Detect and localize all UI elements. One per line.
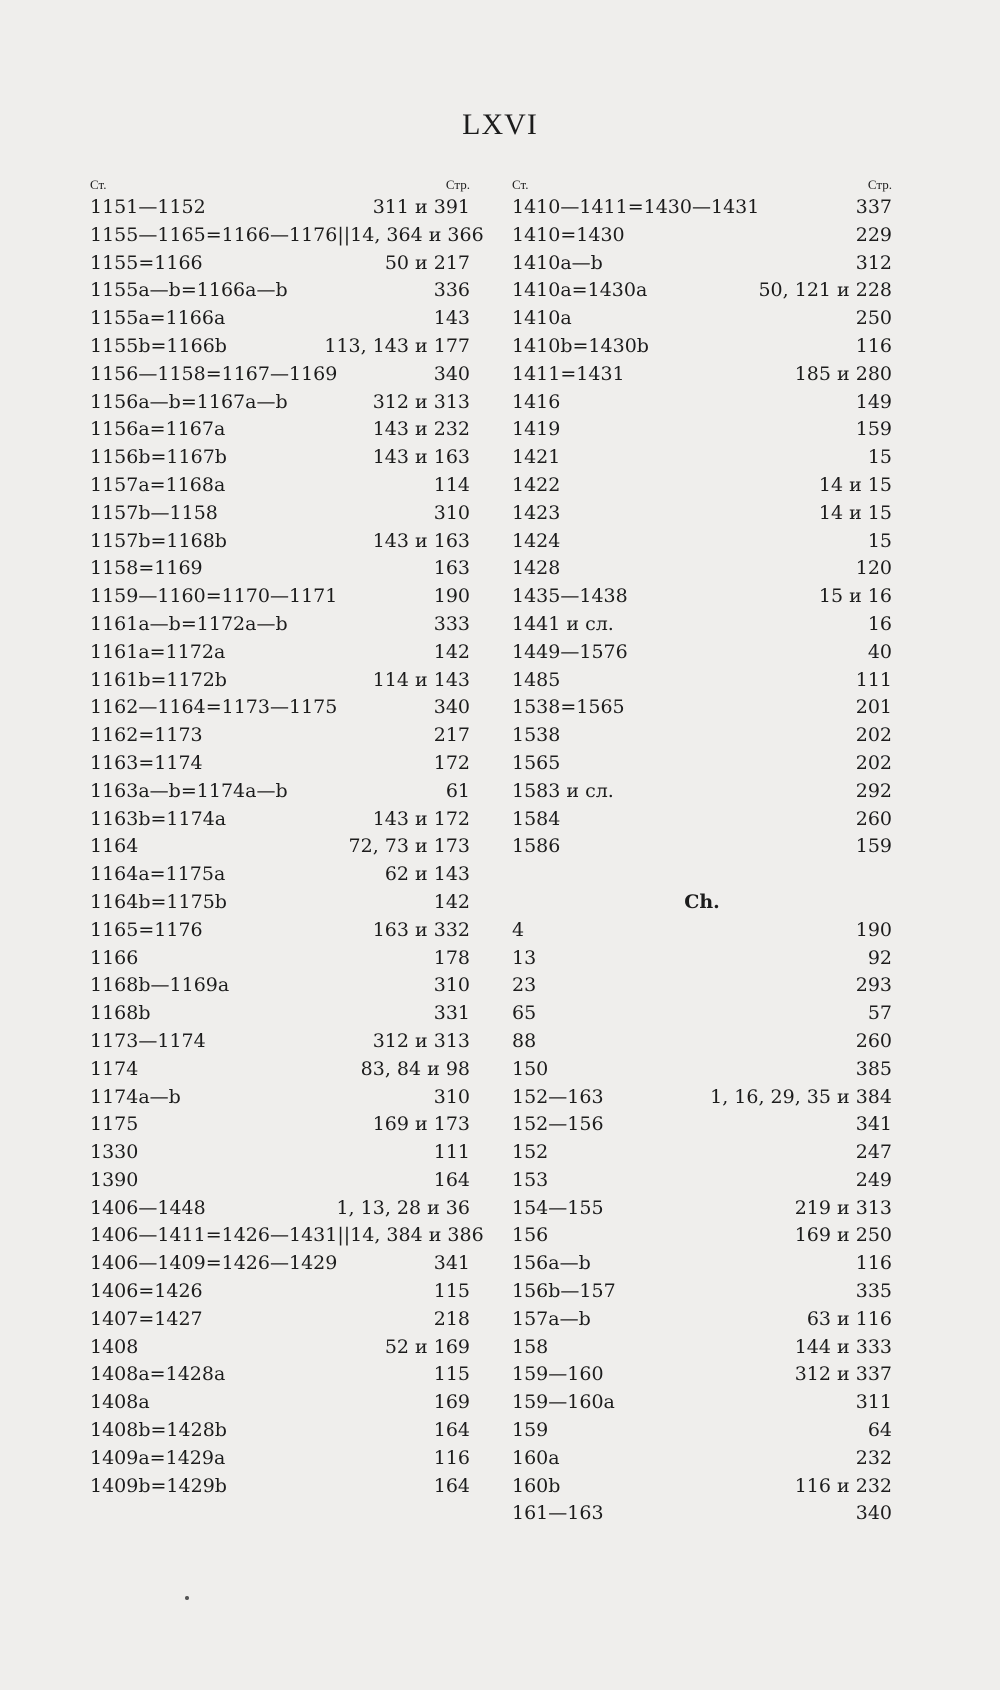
section-gap [512,861,892,889]
index-row [512,416,892,444]
stanza-ref: 1435—1438 [512,585,628,608]
stanza-ref: 1156a=1167a [90,418,226,441]
index-row [512,528,892,556]
page-ref: 149 [855,390,892,413]
index-row [512,583,892,611]
page-ref: 333 [433,612,470,635]
index-row [90,472,470,500]
page-ref: 340 [433,362,470,385]
stanza-ref: 1155=1166 [90,251,203,274]
index-row [512,778,892,806]
left-index-list [90,194,484,1500]
page-ref: 159 [855,418,892,441]
page-ref: 116 [855,334,892,357]
stanza-ref: 1406—1409=1426—1429 [90,1252,338,1275]
page-ref: 143 и 232 [372,418,470,441]
index-row [90,861,470,889]
index-row [512,972,892,1000]
index-row [90,389,470,417]
index-row [512,750,892,778]
stanza-ref: 1410a=1430a [512,279,648,302]
index-row [512,1028,892,1056]
header-str: Стр. [867,177,892,192]
page-ref: 111 [433,1141,470,1164]
stanza-ref: 159—160a [512,1391,615,1414]
page-ref: 116 [433,1446,470,1469]
page-ref: 15 [867,529,892,552]
index-row [512,1250,892,1278]
page-ref: 15 и 16 [818,585,892,608]
index-row [512,1139,892,1167]
page-ref: 260 [855,1029,892,1052]
page-ref: 115 [433,1280,470,1303]
stanza-ref: 1175 [90,1113,139,1136]
stanza-ref: 1174 [90,1057,139,1080]
page-ref: 116 и 232 [794,1474,892,1497]
index-row [90,194,470,222]
stanza-ref: 1174a—b [90,1085,181,1108]
right-column [512,176,892,1528]
page-ref: 249 [855,1168,892,1191]
index-row [90,1056,470,1084]
page-ref: 219 и 313 [794,1196,892,1219]
stanza-ref: 1406—1411=1426—1431||14, 384 и 386 [90,1224,484,1247]
left-column [90,176,484,1500]
stanza-ref: 1166 [90,946,139,969]
page-ref: 336 [433,279,470,302]
page-ref: 142 [433,890,470,913]
stanza-ref: 1538 [512,724,561,747]
stanza-ref: 1410b=1430b [512,334,649,357]
index-row [90,1278,470,1306]
stanza-ref: 160b [512,1474,561,1497]
page-ref: 169 и 173 [372,1113,470,1136]
index-row [90,639,470,667]
page-ref: 63 и 116 [806,1307,892,1330]
index-row [90,778,470,806]
index-row [90,667,470,695]
index-row [512,305,892,333]
page-ref: 312 и 337 [794,1363,892,1386]
stanza-ref: 152—163 [512,1085,604,1108]
stanza-ref: 153 [512,1168,549,1191]
stanza-ref: 13 [512,946,537,969]
page-ref: 202 [855,751,892,774]
page-ref: 114 [433,473,470,496]
index-row [90,917,470,945]
index-row [90,1139,470,1167]
index-row [90,555,470,583]
stanza-ref: 150 [512,1057,549,1080]
stanza-ref: 1163a—b=1174a—b [90,779,288,802]
page-ref: 50 и 217 [384,251,470,274]
page-ref: 312 и 313 [372,1029,470,1052]
index-row [90,694,470,722]
stanza-ref: 1428 [512,557,561,580]
index-row [90,722,470,750]
stanza-ref: 1423 [512,501,561,524]
index-row [90,1361,470,1389]
index-row [90,1473,470,1501]
page-ref: 232 [855,1446,892,1469]
stanza-ref: 1409a=1429a [90,1446,226,1469]
stanza-ref: 156 [512,1224,549,1247]
page-ref: 116 [855,1252,892,1275]
index-row [90,611,470,639]
stanza-ref: 1157a=1168a [90,473,226,496]
stanza-ref: 158 [512,1335,549,1358]
stanza-ref: 1164a=1175a [90,863,226,886]
index-row [512,472,892,500]
page-ref: 111 [855,668,892,691]
stanza-ref: 1155a=1166a [90,307,226,330]
page-ref: 312 и 313 [372,390,470,413]
index-row [90,972,470,1000]
stanza-ref: 1155—1165=1166—1176||14, 364 и 366 [90,223,484,246]
page-ref: 16 [867,612,892,635]
index-row [90,583,470,611]
page-ref: 340 [855,1502,892,1525]
index-row [512,444,892,472]
stanza-ref: 1408 [90,1335,139,1358]
index-row [512,667,892,695]
index-row [90,889,470,917]
stanza-ref: 1157b=1168b [90,529,227,552]
index-row [512,722,892,750]
stanza-ref: 1416 [512,390,561,413]
stanza-ref: 88 [512,1029,537,1052]
page-ref: 185 и 280 [794,362,892,385]
index-row [512,500,892,528]
index-row [90,1389,470,1417]
index-row [512,333,892,361]
index-row [512,1222,892,1250]
stanza-ref: 156b—157 [512,1280,616,1303]
page-ref: 229 [855,223,892,246]
page-ref: 341 [433,1252,470,1275]
page-ref: 312 [855,251,892,274]
page-ref: 164 [433,1419,470,1442]
stanza-ref: 1164b=1175b [90,890,227,913]
page-ref: 218 [433,1307,470,1330]
index-row [512,1306,892,1334]
index-row [512,806,892,834]
stanza-ref: 1421 [512,446,561,469]
right-column-header [512,176,892,194]
stanza-ref: 1565 [512,751,561,774]
index-row [512,1111,892,1139]
page-ref: 164 [433,1474,470,1497]
index-row [512,1473,892,1501]
stanza-ref: 65 [512,1002,537,1025]
index-row [512,694,892,722]
index-row [512,1389,892,1417]
page-ref: 61 [445,779,470,802]
stanza-ref: 1419 [512,418,561,441]
index-row [512,833,892,861]
index-row [90,1306,470,1334]
stanza-ref: 1406—1448 [90,1196,206,1219]
stanza-ref: 1168b—1169a [90,974,230,997]
page-ref: 159 [855,835,892,858]
left-column-header [90,176,470,194]
page-ref: 143 и 163 [372,446,470,469]
stanza-ref: 156a—b [512,1252,591,1275]
stanza-ref: 1173—1174 [90,1029,206,1052]
stanza-ref: 1408a=1428a [90,1363,226,1386]
section-title: Ch. [684,890,720,913]
page-ref: 40 [867,640,892,663]
index-row [90,500,470,528]
stanza-ref: 1409b=1429b [90,1474,227,1497]
page-ref: 163 и 332 [372,918,470,941]
stanza-ref: 1485 [512,668,561,691]
stanza-ref: 1406=1426 [90,1280,203,1303]
stanza-ref: 1159—1160=1170—1171 [90,585,338,608]
stanza-ref: 4 [512,918,525,941]
stanza-ref: 1408a [90,1391,150,1414]
page-ref: 331 [433,1002,470,1025]
stanza-ref: 1410=1430 [512,223,625,246]
index-row [512,1417,892,1445]
index-row [90,1167,470,1195]
index-row [512,222,892,250]
index-row [90,361,470,389]
stanza-ref: 1410—1411=1430—1431 [512,196,760,218]
stanza-ref: 1155b=1166b [90,334,227,357]
stanza-ref: 1156—1158=1167—1169 [90,362,338,385]
index-row [90,1028,470,1056]
stanza-ref: 152—156 [512,1113,604,1136]
page-ref: 340 [433,696,470,719]
page-ref: 92 [867,946,892,969]
page-ref: 143 и 163 [372,529,470,552]
stanza-ref: 1407=1427 [90,1307,203,1330]
index-row [512,945,892,973]
index-row [90,277,470,305]
index-row [512,277,892,305]
stanza-ref: 1161a=1172a [90,640,226,663]
header-str: Стр. [445,177,470,192]
index-row [512,1278,892,1306]
index-row [512,555,892,583]
page-ref: 311 [855,1391,892,1414]
page-ref: 15 [867,446,892,469]
page-ref: 52 и 169 [384,1335,470,1358]
index-row [90,1111,470,1139]
page-ref: 201 [855,696,892,719]
index-row [90,416,470,444]
right-index-list-bottom [512,917,892,1529]
index-row [90,833,470,861]
index-row [90,1000,470,1028]
stanza-ref: 1583 и сл. [512,779,614,802]
index-row [512,250,892,278]
page-ref: 190 [433,585,470,608]
stanza-ref: 1161a—b=1172a—b [90,612,288,635]
stanza-ref: 152 [512,1141,549,1164]
index-row [512,639,892,667]
stanza-ref: 1586 [512,835,561,858]
index-row [90,1195,470,1223]
index-row [90,250,470,278]
stanza-ref: 161—163 [512,1502,604,1525]
index-row [512,361,892,389]
page-ref: 247 [855,1141,892,1164]
index-row [90,806,470,834]
stanza-ref: 1441 и сл. [512,612,614,635]
stanza-ref: 1410a [512,307,572,330]
page-ref: 83, 84 и 98 [360,1057,470,1080]
index-row [512,1084,892,1112]
index-row [512,1056,892,1084]
stanza-ref: 160a [512,1446,560,1469]
stanza-ref: 1408b=1428b [90,1419,227,1442]
stanza-ref: 1156a—b=1167a—b [90,390,288,413]
stanza-ref: 1164 [90,835,139,858]
page-ref: 144 и 333 [794,1335,892,1358]
index-row [90,1222,484,1250]
index-row [90,528,470,556]
index-row [90,1250,470,1278]
page-number: LXVI [462,108,538,141]
page-ref: 260 [855,807,892,830]
page-ref: 1, 13, 28 и 36 [336,1196,470,1219]
ink-spot [185,1596,189,1600]
stanza-ref: 1161b=1172b [90,668,227,691]
page-ref: 335 [855,1280,892,1303]
index-row [512,194,892,222]
stanza-ref: 1584 [512,807,561,830]
index-row [512,389,892,417]
header-st: Ст. [90,177,107,192]
page-ref: 293 [855,974,892,997]
stanza-ref: 157a—b [512,1307,591,1330]
page-ref: 1, 16, 29, 35 и 384 [710,1085,892,1108]
index-row [90,945,470,973]
page-ref: 143 [433,307,470,330]
page-ref: 337 [855,196,892,218]
index-row [512,1500,892,1528]
index-row [512,1000,892,1028]
page-ref: 169 [433,1391,470,1414]
page-ref: 120 [855,557,892,580]
stanza-ref: 1151—1152 [90,196,206,218]
stanza-ref: 1330 [90,1141,139,1164]
index-row [512,611,892,639]
page-ref: 169 и 250 [794,1224,892,1247]
stanza-ref: 1422 [512,473,561,496]
page-ref: 310 [433,974,470,997]
page-ref: 14 и 15 [818,501,892,524]
stanza-ref: 159 [512,1419,549,1442]
index-row [90,305,470,333]
stanza-ref: 159—160 [512,1363,604,1386]
page-ref: 142 [433,640,470,663]
page-ref: 178 [433,946,470,969]
page-ref: 310 [433,501,470,524]
page-ref: 113, 143 и 177 [324,334,470,357]
stanza-ref: 1163b=1174a [90,807,227,830]
stanza-ref: 1162=1173 [90,724,203,747]
stanza-ref: 1168b [90,1002,151,1025]
index-row [512,1445,892,1473]
page-ref: 72, 73 и 173 [348,835,470,858]
page-ref: 311 и 391 [372,196,470,218]
index-row [90,750,470,778]
stanza-ref: 1155a—b=1166a—b [90,279,288,302]
page-ref: 114 и 143 [372,668,470,691]
stanza-ref: 1390 [90,1168,139,1191]
stanza-ref: 1411=1431 [512,362,625,385]
page-ref: 292 [855,779,892,802]
page-ref: 217 [433,724,470,747]
stanza-ref: 1158=1169 [90,557,203,580]
index-row [90,1445,470,1473]
page-ref: 62 и 143 [384,863,470,886]
right-index-list-top [512,194,892,861]
stanza-ref: 1538=1565 [512,696,625,719]
page-ref: 310 [433,1085,470,1108]
stanza-ref: 1424 [512,529,561,552]
page-ref: 14 и 15 [818,473,892,496]
index-row [90,1334,470,1362]
stanza-ref: 1162—1164=1173—1175 [90,696,338,719]
page-ref: 163 [433,557,470,580]
index-row [90,1084,470,1112]
stanza-ref: 1165=1176 [90,918,203,941]
index-row [90,333,470,361]
page-ref: 202 [855,724,892,747]
index-row [512,1361,892,1389]
page-ref: 172 [433,751,470,774]
index-row [512,1195,892,1223]
page-ref: 57 [867,1002,892,1025]
stanza-ref: 154—155 [512,1196,604,1219]
index-row [512,1167,892,1195]
page-ref: 143 и 172 [372,807,470,830]
page-ref: 164 [433,1168,470,1191]
index-row [512,917,892,945]
stanza-ref: 23 [512,974,537,997]
stanza-ref: 1156b=1167b [90,446,227,469]
page-ref: 50, 121 и 228 [758,279,892,302]
index-row [90,1417,470,1445]
page-ref: 115 [433,1363,470,1386]
page-ref: 250 [855,307,892,330]
index-row [512,1334,892,1362]
page-ref: 385 [855,1057,892,1080]
stanza-ref: 1449—1576 [512,640,628,663]
stanza-ref: 1410a—b [512,251,603,274]
page-ref: 64 [867,1419,892,1442]
index-row [90,222,484,250]
page-ref: 190 [855,918,892,941]
header-st: Ст. [512,177,529,192]
index-row [90,444,470,472]
stanza-ref: 1157b—1158 [90,501,218,524]
stanza-ref: 1163=1174 [90,751,203,774]
page-ref: 341 [855,1113,892,1136]
